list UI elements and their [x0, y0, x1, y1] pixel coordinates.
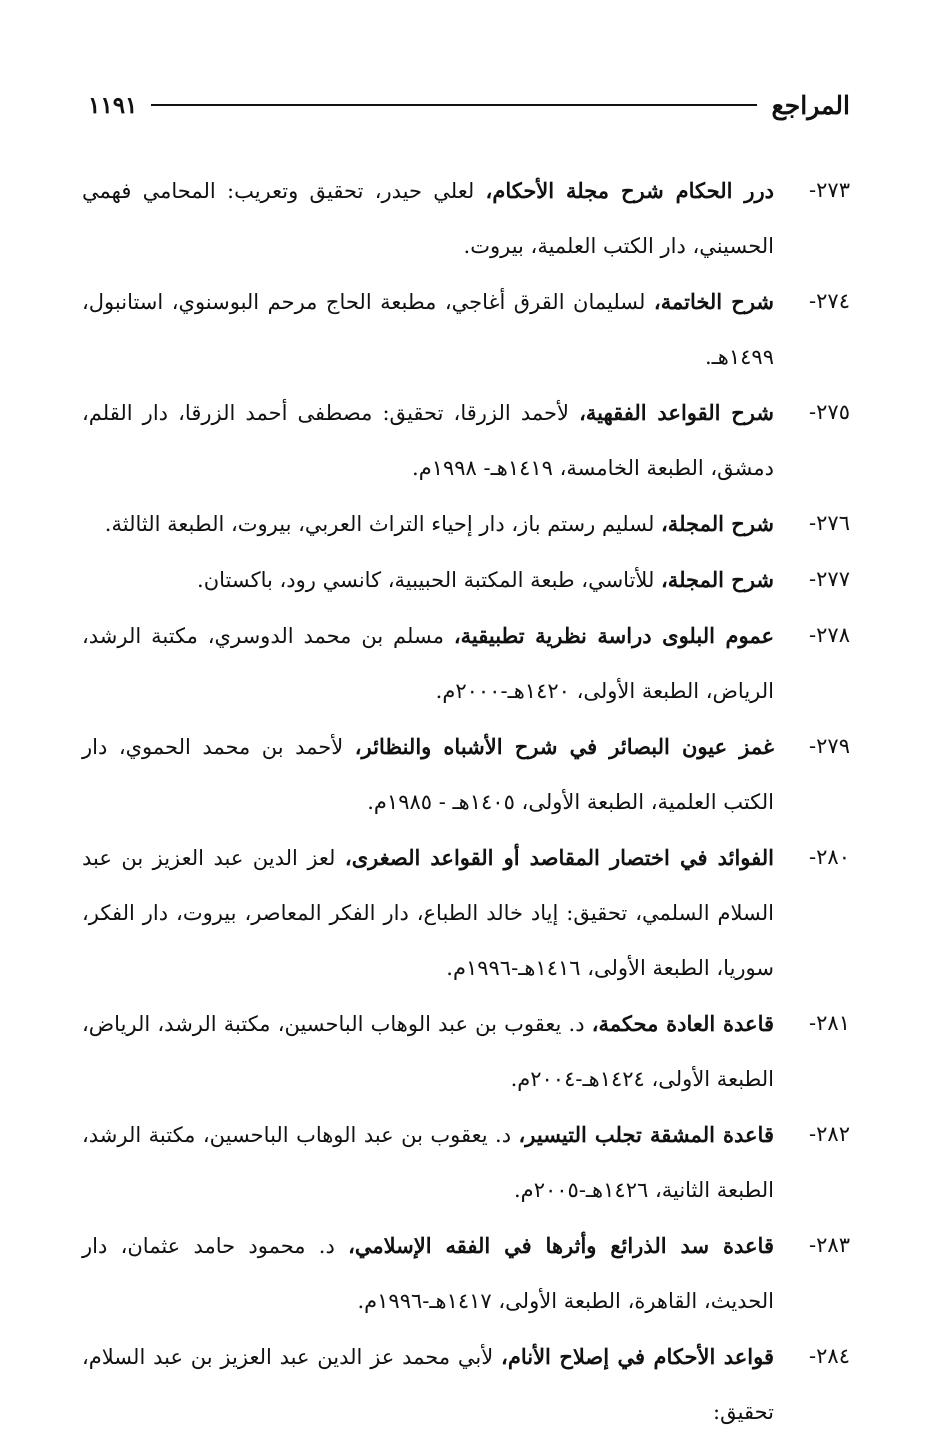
reference-entry [82, 608, 850, 719]
references-list [82, 163, 850, 1440]
reference-details: لأحمد الزرقا، تحقيق: مصطفى أحمد الزرقا، دار القلم، دمشق، الطبعة الخامسة، ١٤١٩هـ- ١٩٩٨م. [82, 401, 774, 480]
reference-details: لعلي حيدر، تحقيق وتعريب: المحامي فهمي الحسيني، دار الكتب العلمية، بيروت. [82, 179, 774, 258]
reference-details: د. يعقوب بن عبد الوهاب الباحسين، مكتبة الرشد، الرياض، الطبعة الأولى، ١٤٢٤هـ-٢٠٠٤م. [82, 1012, 774, 1091]
reference-entry [82, 1107, 850, 1218]
reference-number: ٢٨٤- [809, 1344, 850, 1368]
reference-details: لعز الدين عبد العزيز بن عبد السلام السلمي، تحقيق: إياد خالد الطباع، دار الفكر المعاصر، بيروت، دار الفكر، سوريا، الطبعة الأولى، ١٤١٦هـ-١٩٩٦م. [82, 846, 774, 980]
reference-text [82, 385, 774, 496]
reference-text [82, 163, 774, 274]
header-rule [151, 104, 757, 106]
reference-number: ٢٧٥- [809, 400, 850, 424]
reference-entry [82, 496, 850, 552]
reference-text [82, 996, 774, 1107]
reference-text [82, 1218, 774, 1329]
reference-number: ٢٧٨- [809, 623, 850, 647]
reference-title: غمز عيون البصائر في شرح الأشباه والنظائر، [354, 734, 774, 759]
reference-title: شرح المجلة، [661, 511, 774, 536]
reference-title: الفوائد في اختصار المقاصد أو القواعد الصغرى، [344, 845, 774, 870]
reference-number: ٢٧٣- [809, 178, 850, 202]
reference-text [82, 608, 774, 719]
reference-entry [82, 385, 850, 496]
reference-text [82, 830, 774, 996]
reference-details: لأبي محمد عز الدين عبد العزيز بن عبد السلام، تحقيق: [82, 1345, 774, 1424]
reference-title: قواعد الأحكام في إصلاح الأنام، [501, 1344, 775, 1369]
reference-entry [82, 719, 850, 830]
reference-entry [82, 163, 850, 274]
reference-details: د. محمود حامد عثمان، دار الحديث، القاهرة، الطبعة الأولى، ١٤١٧هـ-١٩٩٦م. [82, 1234, 774, 1313]
reference-number: ٢٨٣- [809, 1233, 850, 1257]
reference-number: ٢٧٤- [809, 289, 850, 313]
reference-title: شرح الخاتمة، [653, 289, 774, 314]
reference-details: لسليمان القرق أغاجي، مطبعة الحاج مرحم البوسنوي، استانبول، ١٤٩٩هـ. [82, 290, 774, 369]
reference-title: قاعدة سد الذرائع وأثرها في الفقه الإسلامي، [348, 1233, 774, 1258]
reference-text [82, 1107, 774, 1218]
reference-title: قاعدة العادة محكمة، [591, 1011, 775, 1036]
reference-text [82, 274, 774, 385]
reference-details: د. يعقوب بن عبد الوهاب الباحسين، مكتبة الرشد، الطبعة الثانية، ١٤٢٦هـ-٢٠٠٥م. [82, 1123, 774, 1202]
reference-number: ٢٧٦- [809, 511, 850, 535]
reference-entry [82, 552, 850, 608]
reference-details: مسلم بن محمد الدوسري، مكتبة الرشد، الرياض، الطبعة الأولى، ١٤٢٠هـ-٢٠٠٠م. [82, 624, 774, 703]
reference-entry [82, 830, 850, 996]
reference-number: ٢٨٠- [809, 845, 850, 869]
reference-number: ٢٨٢- [809, 1122, 850, 1146]
page-header [88, 80, 850, 130]
reference-text [82, 1329, 774, 1440]
reference-number: ٢٨١- [809, 1011, 850, 1035]
reference-entry [82, 1218, 850, 1329]
page-number: ١١٩١ [88, 91, 138, 119]
reference-number: ٢٧٧- [809, 567, 850, 591]
reference-text [82, 719, 774, 830]
reference-text [82, 496, 774, 552]
reference-text [82, 552, 774, 608]
section-title: المراجع [771, 90, 850, 120]
reference-title: عموم البلوى دراسة نظرية تطبيقية، [453, 623, 774, 648]
reference-details: للأتاسي، طبعة المكتبة الحبيبية، كانسي رود، باكستان. [197, 568, 662, 592]
reference-entry [82, 996, 850, 1107]
reference-title: شرح القواعد الفقهية، [579, 400, 774, 425]
reference-details: لسليم رستم باز، دار إحياء التراث العربي، بيروت، الطبعة الثالثة. [104, 512, 662, 536]
reference-entry [82, 274, 850, 385]
reference-number: ٢٧٩- [809, 734, 850, 758]
reference-entry [82, 1329, 850, 1440]
reference-title: درر الحكام شرح مجلة الأحكام، [485, 178, 774, 203]
reference-details: لأحمد بن محمد الحموي، دار الكتب العلمية، الطبعة الأولى، ١٤٠٥هـ - ١٩٨٥م. [82, 735, 774, 814]
reference-title: شرح المجلة، [661, 567, 774, 592]
reference-title: قاعدة المشقة تجلب التيسير، [518, 1122, 774, 1147]
